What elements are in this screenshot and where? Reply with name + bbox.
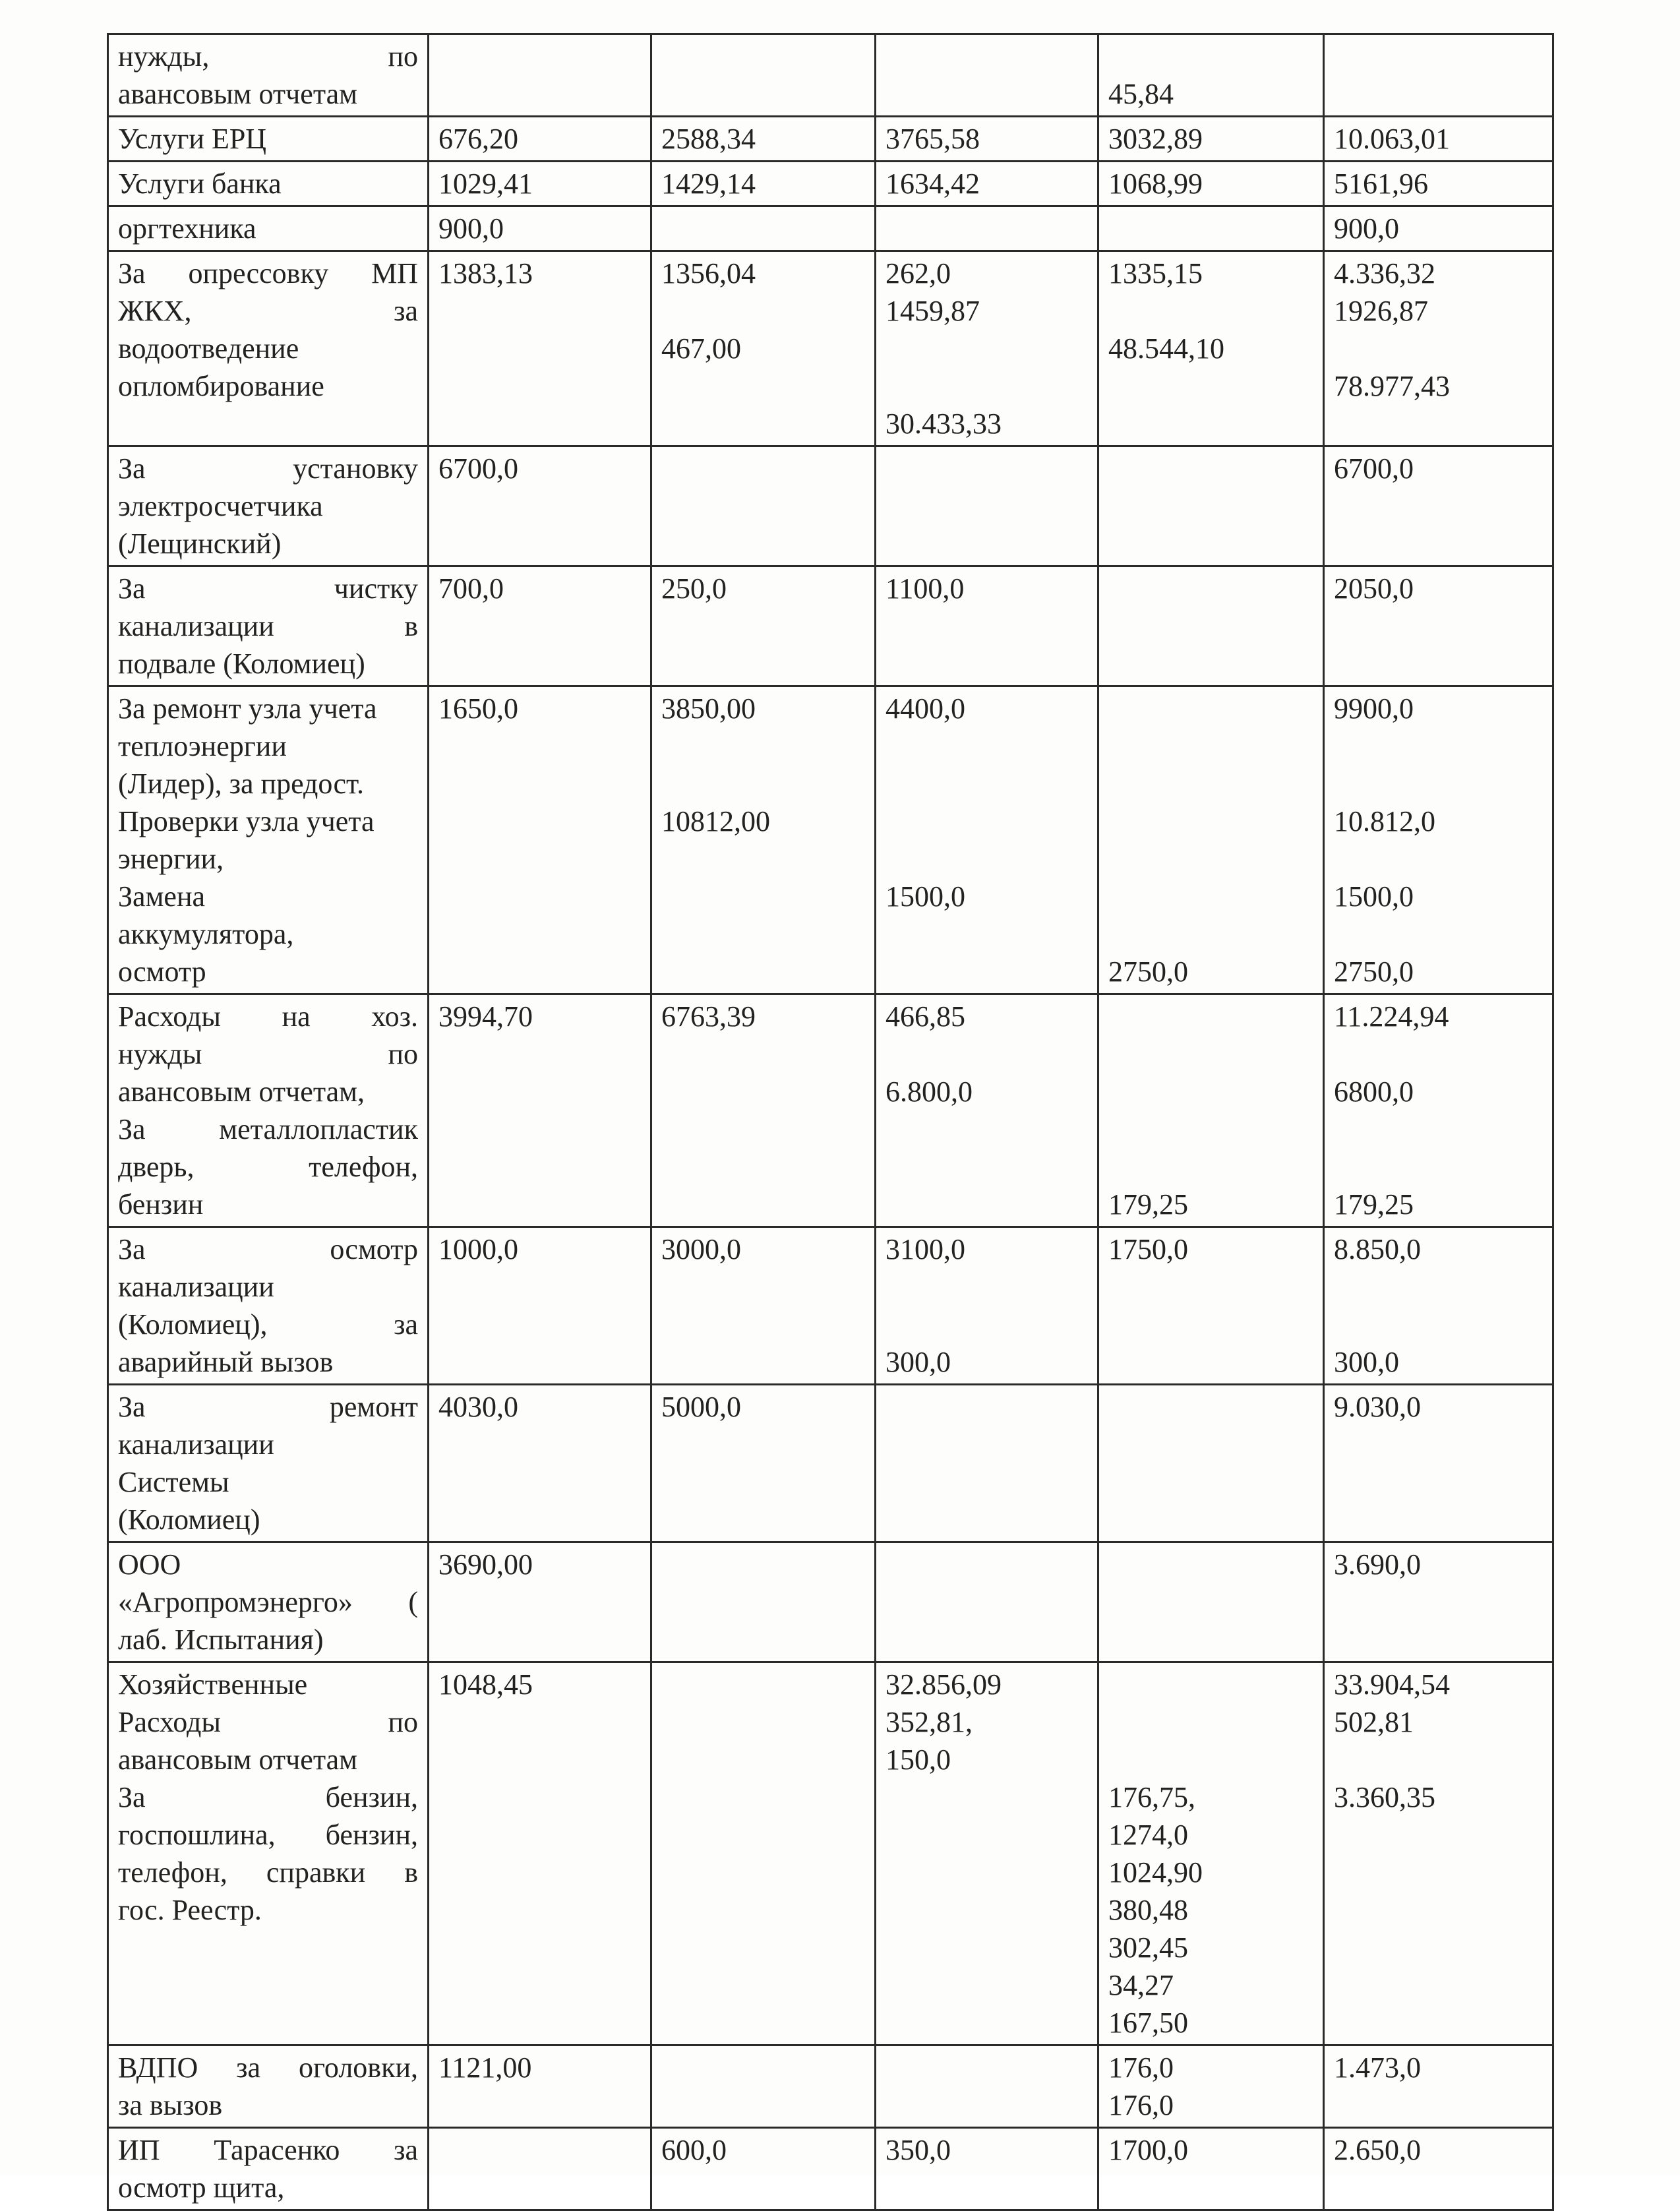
amount-value: 1121,00 — [438, 2051, 532, 2084]
description-line: теплоэнергии — [118, 730, 287, 762]
description-line: (Лидер), за предост. — [118, 768, 364, 800]
amount-value: 5161,96 — [1334, 167, 1428, 200]
amount-value: 179,25 — [1108, 1188, 1188, 1221]
description-line: ООО — [118, 1548, 181, 1581]
description-line: авансовым отчетам, — [118, 1075, 365, 1108]
expense-description-cell — [108, 34, 429, 117]
amount-col-4-cell — [1098, 206, 1324, 251]
description-line: авансовым отчетам — [118, 1743, 357, 1776]
amount-col-3-cell — [876, 117, 1098, 162]
expense-description-cell — [108, 686, 429, 994]
amount-col-1-cell — [429, 566, 651, 686]
total-col-cell — [1324, 446, 1553, 566]
amount-value: 179,25 — [1334, 1188, 1414, 1221]
table-row — [108, 162, 1553, 206]
amount-value: 1750,0 — [1108, 1233, 1188, 1265]
amount-col-4-cell — [1098, 686, 1324, 994]
amount-col-1-cell — [429, 1227, 651, 1385]
amount-col-4-cell — [1098, 994, 1324, 1227]
expense-description-cell — [108, 162, 429, 206]
amount-value: 6700,0 — [1334, 452, 1414, 485]
blank-line — [1108, 1073, 1313, 1110]
description-line: гос. Реестр. — [118, 1894, 262, 1926]
amount-value: 6800,0 — [1334, 1075, 1414, 1108]
amount-col-1-cell — [429, 686, 651, 994]
table-row — [108, 2128, 1553, 2210]
amount-value: 262,0 — [885, 257, 951, 289]
amount-value: 1274,0 — [1108, 1819, 1188, 1851]
table-row — [108, 1385, 1553, 1542]
amount-value: 600,0 — [661, 2134, 727, 2166]
description-line: авансовым отчетам — [118, 78, 357, 110]
amount-col-4-cell — [1098, 566, 1324, 686]
amount-value: 176,0 — [1108, 2051, 1174, 2084]
amount-value: 1000,0 — [438, 1233, 518, 1265]
blank-line — [1334, 1148, 1543, 1186]
amount-col-2-cell — [651, 1542, 876, 1662]
amount-value: 10812,00 — [661, 805, 770, 837]
total-col-cell — [1324, 162, 1553, 206]
amount-value: 78.977,43 — [1334, 370, 1450, 402]
amount-col-3-cell — [876, 566, 1098, 686]
amount-value: 3.690,0 — [1334, 1548, 1421, 1581]
amount-col-3-cell — [876, 1385, 1098, 1542]
blank-line — [1334, 1306, 1543, 1343]
description-line: Системы — [118, 1466, 229, 1498]
blank-line — [1108, 878, 1313, 915]
description-line: телефон, справки в — [118, 1856, 418, 1889]
amount-value: 10.063,01 — [1334, 123, 1450, 155]
blank-line — [1108, 840, 1313, 878]
amount-col-2-cell — [651, 34, 876, 117]
description-line: нужды по — [118, 1038, 418, 1070]
amount-value: 466,85 — [885, 1000, 965, 1033]
amount-value: 1700,0 — [1108, 2134, 1188, 2166]
expense-description-cell — [108, 1662, 429, 2045]
table-row — [108, 566, 1553, 686]
description-line — [118, 1966, 418, 2004]
amount-col-1-cell — [429, 34, 651, 117]
amount-value: 1650,0 — [438, 692, 518, 725]
description-line: За установку — [118, 452, 418, 485]
amount-value: 1068,99 — [1108, 167, 1203, 200]
blank-line — [1108, 998, 1313, 1035]
blank-line — [885, 727, 1088, 765]
amount-value: 4030,0 — [438, 1391, 518, 1423]
amount-value: 1356,04 — [661, 257, 756, 289]
amount-col-3-cell — [876, 1227, 1098, 1385]
table-row — [108, 994, 1553, 1227]
amount-col-1-cell — [429, 162, 651, 206]
description-line: За ремонт — [118, 1391, 418, 1423]
amount-col-3-cell — [876, 1662, 1098, 2045]
amount-value: 4400,0 — [885, 692, 965, 725]
amount-col-2-cell — [651, 994, 876, 1227]
amount-value: 1459,87 — [885, 295, 980, 327]
amount-col-3-cell — [876, 206, 1098, 251]
amount-value: 302,45 — [1108, 1931, 1188, 1964]
description-line: (Коломиец), за — [118, 1308, 418, 1341]
table-row — [108, 34, 1553, 117]
total-col-cell — [1324, 994, 1553, 1227]
amount-value: 3994,70 — [438, 1000, 533, 1033]
amount-col-4-cell — [1098, 162, 1324, 206]
total-col-cell — [1324, 206, 1553, 251]
description-line: За ремонт узла учета — [118, 692, 377, 725]
blank-line — [885, 803, 1088, 840]
amount-value: 2050,0 — [1334, 572, 1414, 605]
amount-col-4-cell — [1098, 446, 1324, 566]
blank-line — [1334, 727, 1543, 765]
blank-line — [1108, 803, 1313, 840]
expense-description-cell — [108, 117, 429, 162]
description-line: Расходы по — [118, 1706, 418, 1738]
expense-description-cell — [108, 2045, 429, 2128]
amount-col-2-cell — [651, 117, 876, 162]
amount-value: 3850,00 — [661, 692, 756, 725]
amount-col-1-cell — [429, 446, 651, 566]
amount-value: 900,0 — [1334, 212, 1399, 245]
description-line: Услуги банка — [118, 167, 282, 200]
amount-value: 1100,0 — [885, 572, 965, 605]
amount-value: 45,84 — [1108, 78, 1174, 110]
table-row — [108, 251, 1553, 446]
amount-value: 167,50 — [1108, 2007, 1188, 2039]
expense-description-cell — [108, 446, 429, 566]
amount-value: 1029,41 — [438, 167, 533, 200]
description-line: оргтехника — [118, 212, 256, 245]
blank-line — [885, 1306, 1088, 1343]
amount-value: 176,75, — [1108, 1781, 1195, 1813]
total-col-cell — [1324, 686, 1553, 994]
amount-col-1-cell — [429, 2045, 651, 2128]
amount-value: 352,81, — [885, 1706, 973, 1738]
amount-col-2-cell — [651, 1662, 876, 2045]
expense-description-cell — [108, 206, 429, 251]
amount-value: 1500,0 — [885, 880, 965, 913]
table-row — [108, 446, 1553, 566]
amount-col-2-cell — [651, 162, 876, 206]
blank-line — [1108, 727, 1313, 765]
amount-col-1-cell — [429, 206, 651, 251]
amount-value: 700,0 — [438, 572, 504, 605]
blank-line — [885, 840, 1088, 878]
expense-description-cell — [108, 1227, 429, 1385]
blank-line — [1108, 915, 1313, 953]
blank-line — [1334, 840, 1543, 878]
description-line: За опрессовку МП — [118, 257, 418, 289]
amount-col-3-cell — [876, 686, 1098, 994]
amount-value: 1634,42 — [885, 167, 980, 200]
blank-line — [1334, 915, 1543, 953]
amount-col-1-cell — [429, 2128, 651, 2210]
blank-line — [1334, 330, 1543, 367]
amount-value: 6700,0 — [438, 452, 518, 485]
total-col-cell — [1324, 1385, 1553, 1542]
table-row — [108, 1542, 1553, 1662]
amount-value: 2.650,0 — [1334, 2134, 1421, 2166]
amount-col-4-cell — [1098, 34, 1324, 117]
description-line: энергии, — [118, 843, 224, 875]
total-col-cell — [1324, 1227, 1553, 1385]
total-col-cell — [1324, 2045, 1553, 2128]
description-line: за вызов — [118, 2089, 223, 2121]
amount-col-4-cell — [1098, 117, 1324, 162]
amount-col-3-cell — [876, 2045, 1098, 2128]
amount-value: 10.812,0 — [1334, 805, 1435, 837]
description-line: водоотведение — [118, 332, 299, 365]
description-line: Расходы на хоз. — [118, 1000, 418, 1033]
description-line: За металлопластик — [118, 1113, 418, 1145]
blank-line — [1334, 1110, 1543, 1148]
description-line — [118, 1929, 418, 1966]
amount-value: 3.360,35 — [1334, 1781, 1435, 1813]
description-line: Проверки узла учета — [118, 805, 375, 837]
amount-value: 900,0 — [438, 212, 504, 245]
amount-col-2-cell — [651, 686, 876, 994]
amount-col-2-cell — [651, 1227, 876, 1385]
amount-value: 8.850,0 — [1334, 1233, 1421, 1265]
amount-value: 300,0 — [1334, 1346, 1399, 1378]
blank-line — [661, 727, 865, 765]
blank-line — [885, 1268, 1088, 1306]
expense-description-cell — [108, 2128, 429, 2210]
description-line: ВДПО за оголовки, — [118, 2051, 418, 2084]
amount-col-3-cell — [876, 446, 1098, 566]
total-col-cell — [1324, 251, 1553, 446]
amount-value: 380,48 — [1108, 1894, 1188, 1926]
blank-line — [885, 765, 1088, 803]
amount-value: 9900,0 — [1334, 692, 1414, 725]
amount-value: 2750,0 — [1334, 955, 1414, 988]
amount-col-1-cell — [429, 1542, 651, 1662]
blank-line — [885, 367, 1088, 405]
amount-col-3-cell — [876, 251, 1098, 446]
description-line: госпошлина, бензин, — [118, 1819, 418, 1851]
amount-value: 1024,90 — [1108, 1856, 1203, 1889]
amount-value: 2750,0 — [1108, 955, 1188, 988]
blank-line — [1108, 1035, 1313, 1073]
amount-col-2-cell — [651, 2128, 876, 2210]
expense-table — [107, 33, 1554, 2211]
description-line: осмотр — [118, 955, 206, 988]
table-row — [108, 206, 1553, 251]
description-line: Услуги ЕРЦ — [118, 123, 267, 155]
description-line: (Лещинский) — [118, 528, 282, 560]
amount-col-1-cell — [429, 117, 651, 162]
amount-value: 5000,0 — [661, 1391, 741, 1423]
amount-col-3-cell — [876, 162, 1098, 206]
expense-description-cell — [108, 566, 429, 686]
amount-value: 32.856,09 — [885, 1668, 1002, 1701]
amount-value: 4.336,32 — [1334, 257, 1435, 289]
description-line: (Коломиец) — [118, 1503, 260, 1536]
amount-value: 1383,13 — [438, 257, 533, 289]
amount-value: 1048,45 — [438, 1668, 533, 1701]
amount-col-4-cell — [1098, 251, 1324, 446]
blank-line — [1108, 38, 1313, 75]
amount-col-4-cell — [1098, 1227, 1324, 1385]
amount-value: 1335,15 — [1108, 257, 1203, 289]
table-row — [108, 1662, 1553, 2045]
amount-value: 48.544,10 — [1108, 332, 1224, 365]
description-line: аккумулятора, — [118, 918, 294, 950]
amount-col-4-cell — [1098, 2045, 1324, 2128]
total-col-cell — [1324, 1662, 1553, 2045]
amount-value: 33.904,54 — [1334, 1668, 1450, 1701]
expense-description-cell — [108, 1542, 429, 1662]
blank-line — [1108, 1741, 1313, 1778]
blank-line — [885, 1035, 1088, 1073]
description-line: дверь, телефон, — [118, 1151, 418, 1183]
amount-value: 34,27 — [1108, 1969, 1174, 2001]
description-line: Хозяйственные — [118, 1668, 308, 1701]
amount-col-1-cell — [429, 1385, 651, 1542]
amount-value: 250,0 — [661, 572, 727, 605]
amount-value: 3690,00 — [438, 1548, 533, 1581]
blank-line — [1334, 765, 1543, 803]
description-line: бензин — [118, 1188, 204, 1221]
amount-col-3-cell — [876, 34, 1098, 117]
amount-col-2-cell — [651, 1385, 876, 1542]
amount-col-4-cell — [1098, 2128, 1324, 2210]
blank-line — [1108, 292, 1313, 330]
description-line: канализации — [118, 1428, 274, 1461]
amount-col-2-cell — [651, 566, 876, 686]
amount-value: 350,0 — [885, 2134, 951, 2166]
amount-col-1-cell — [429, 251, 651, 446]
description-line: Замена — [118, 880, 206, 913]
amount-value: 3765,58 — [885, 123, 980, 155]
description-line: подвале (Коломиец) — [118, 648, 365, 680]
amount-col-2-cell — [651, 251, 876, 446]
amount-value: 6.800,0 — [885, 1075, 973, 1108]
amount-value: 30.433,33 — [885, 408, 1002, 440]
blank-line — [885, 330, 1088, 367]
description-line: нужды, по — [118, 40, 418, 73]
amount-value: 3100,0 — [885, 1233, 965, 1265]
amount-value: 3000,0 — [661, 1233, 741, 1265]
amount-value: 9.030,0 — [1334, 1391, 1421, 1423]
description-line: аварийный вызов — [118, 1346, 334, 1378]
amount-col-4-cell — [1098, 1542, 1324, 1662]
description-line: ИП Тарасенко за — [118, 2134, 418, 2166]
table-row — [108, 117, 1553, 162]
expense-table-body — [108, 34, 1553, 2210]
amount-col-3-cell — [876, 994, 1098, 1227]
blank-line — [1108, 1666, 1313, 1703]
total-col-cell — [1324, 2128, 1553, 2210]
blank-line — [1334, 1741, 1543, 1778]
amount-value: 300,0 — [885, 1346, 951, 1378]
amount-col-1-cell — [429, 1662, 651, 2045]
amount-value: 676,20 — [438, 123, 518, 155]
amount-col-4-cell — [1098, 1662, 1324, 2045]
description-line: опломбирование — [118, 370, 324, 402]
amount-value: 11.224,94 — [1334, 1000, 1449, 1033]
total-col-cell — [1324, 34, 1553, 117]
amount-value: 6763,39 — [661, 1000, 756, 1033]
description-line: канализации в — [118, 610, 418, 642]
expense-description-cell — [108, 251, 429, 446]
amount-value: 2588,34 — [661, 123, 756, 155]
amount-value: 3032,89 — [1108, 123, 1203, 155]
blank-line — [661, 765, 865, 803]
amount-value: 1500,0 — [1334, 880, 1414, 913]
description-line: канализации — [118, 1271, 274, 1303]
blank-line — [1108, 690, 1313, 727]
amount-col-2-cell — [651, 206, 876, 251]
total-col-cell — [1324, 1542, 1553, 1662]
description-line: За бензин, — [118, 1781, 418, 1813]
amount-col-4-cell — [1098, 1385, 1324, 1542]
amount-col-3-cell — [876, 1542, 1098, 1662]
description-line — [118, 2004, 418, 2042]
description-line: лаб. Испытания) — [118, 1623, 324, 1656]
description-line: электросчетчика — [118, 490, 323, 522]
blank-line — [1108, 1110, 1313, 1148]
blank-line — [1108, 1703, 1313, 1741]
table-row — [108, 2045, 1553, 2128]
amount-value: 150,0 — [885, 1743, 951, 1776]
table-row — [108, 686, 1553, 994]
amount-value: 1926,87 — [1334, 295, 1428, 327]
amount-col-3-cell — [876, 2128, 1098, 2210]
description-line: За чистку — [118, 572, 418, 605]
blank-line — [1334, 1035, 1543, 1073]
blank-line — [1108, 765, 1313, 803]
total-col-cell — [1324, 117, 1553, 162]
blank-line — [1334, 1268, 1543, 1306]
expense-description-cell — [108, 1385, 429, 1542]
table-row — [108, 1227, 1553, 1385]
description-line: ЖКХ, за — [118, 295, 418, 327]
description-line: За осмотр — [118, 1233, 418, 1265]
amount-col-2-cell — [651, 2045, 876, 2128]
amount-value: 502,81 — [1334, 1706, 1414, 1738]
amount-col-2-cell — [651, 446, 876, 566]
description-line: «Агропромэнерго» ( — [118, 1586, 418, 1618]
description-line: осмотр щита, — [118, 2171, 285, 2204]
amount-value: 467,00 — [661, 332, 741, 365]
blank-line — [1108, 1148, 1313, 1186]
expense-description-cell — [108, 994, 429, 1227]
amount-value: 1429,14 — [661, 167, 756, 200]
total-col-cell — [1324, 566, 1553, 686]
blank-line — [661, 292, 865, 330]
amount-value: 1.473,0 — [1334, 2051, 1421, 2084]
amount-value: 176,0 — [1108, 2089, 1174, 2121]
amount-col-1-cell — [429, 994, 651, 1227]
